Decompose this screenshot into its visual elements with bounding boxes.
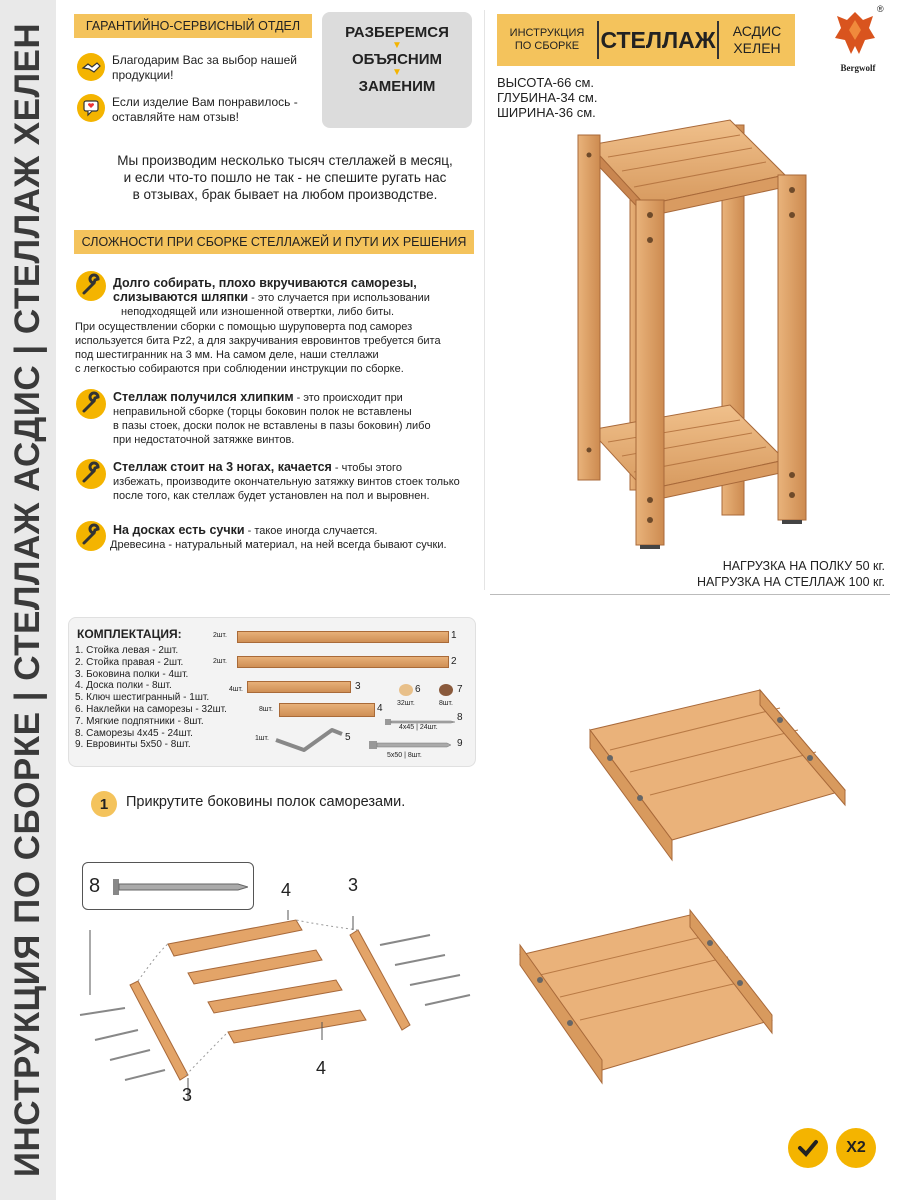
chevron-down-icon: ▼ [392,40,402,51]
screw-callout: 8 [82,862,254,910]
kit-box: КОМПЛЕКТАЦИЯ: 1. Стойка левая - 2шт. 2. Стойка правая - 2шт. 3. Боковина полки - 4шт. 4. Доска полки - 8шт. 5. Ключ шестигранный - 1шт. 6. Наклейки на саморезы - 32шт. 7. Мягкие подпятники - 8шт. 8. Саморезы 4х45 - 24шт. 9. Евровинты 5х50 - 8шт. 2шт. 1 2шт. 2 4шт. 3 8шт. 4 1шт. 5 6 32шт. 7 8шт. 8 4х45 | 24шт. 9 5х50 | 8шт. [68,617,476,767]
review-text: Если изделие Вам понравилось - оставляйте нам отзыв! [112,95,298,124]
screw-cap-sticker [399,684,413,696]
wrench-icon [75,458,107,495]
thanks-text: Благодарим Вас за выбор нашей продукции! [112,53,297,82]
brand-logo: Bergwolf ® [833,10,883,70]
divider [490,594,890,595]
wrench-icon [75,270,107,307]
wolf-icon [833,10,877,58]
load-rack: НАГРУЗКА НА СТЕЛЛАЖ 100 кг. [697,575,885,589]
problems-banner: СЛОЖНОСТИ ПРИ СБОРКЕ СТЕЛЛАЖЕЙ И ПУТИ ИХ РЕШЕНИЯ [74,230,474,254]
problem-4-detail: Древесина - натуральный материал, на ней всегда бывают сучки. [110,539,447,551]
hex-key-icon [274,726,349,761]
promise-box [322,12,472,128]
rack-illustration [570,115,820,555]
label-side: 3 [182,1085,193,1105]
promise-line-2: ОБЪЯСНИМ [351,51,443,68]
problem-1: Долго собирать, плохо вкручиваются саморезы, слизываются шляпки - это случается при использовании неподходящей или изношенной отвертки, либо биты. [113,276,430,318]
promise-line-3: ЗАМЕНИМ [358,78,436,95]
dimension-width: ШИРИНА-36 см. [497,105,596,120]
product-title: СТЕЛЛАЖ [600,26,716,53]
shelf-board-part [279,703,375,717]
header-banner [497,14,795,66]
sidebar [0,0,56,1200]
checkmark-icon [788,1128,828,1168]
assembled-shelf-bottom [510,905,780,1095]
assembled-shelf-top [580,680,850,870]
promise-line-1: РАЗБЕРЕМСЯ [345,24,449,41]
wrench-icon [75,520,107,557]
step-number: 1 [91,791,117,817]
divider [484,10,485,590]
left-post-part [237,631,449,643]
label-board: 4 [316,1058,327,1078]
problem-4: На досках есть сучки - такое иногда случается. [113,523,378,537]
shelf-side-part [247,681,351,693]
soft-pad [439,684,453,696]
right-post-part [237,656,449,668]
label-board: 4 [281,880,292,900]
review-icon [76,93,106,123]
dimension-height: ВЫСОТА-66 см. [497,75,595,90]
step-text: Прикрутите боковины полок саморезами. [126,794,406,810]
load-info [600,558,885,590]
service-banner: ГАРАНТИЙНО-СЕРВИСНЫЙ ОТДЕЛ [74,14,312,38]
load-shelf: НАГРУЗКА НА ПОЛКУ 50 кг. [722,559,885,573]
problem-1-details: При осуществлении сборки с помощью шуруповерта под саморез используется бита Pz2, а для закручивания евровинтов требуется бита под шестигранник на 3 мм. На самом деле, наши стеллажи с легкостью собираются при соблюдении инструкции по сборке. [75,321,441,375]
handshake-icon [76,52,106,82]
sidebar-title: ИНСТРУКЦИЯ ПО СБОРКЕ | СТЕЛЛАЖ АСДИС | СТЕЛЛАЖ ХЕЛЕН [8,22,47,1178]
problem-3: Стеллаж стоит на 3 ногах, качается - чтобы этого избежать, производите окончательную затяжку винтов стоек только после того, как стеллаж будет установлен на пол и выровнен. [113,460,460,502]
chevron-down-icon: ▼ [392,67,402,78]
quantity-badge: X2 [836,1128,876,1168]
assembly-diagram [70,860,490,1110]
intro-text: Мы производим несколько тысяч стеллажей в месяц, и если что-то пошло не так - не спешите ругать нас в отзывах, брак бывает на любом производстве. [117,153,453,202]
instruction-label: ИНСТРУКЦИЯ ПО СБОРКЕ [509,27,585,52]
model-names: АСДИС ХЕЛЕН [732,23,782,56]
problem-2: Стеллаж получился хлипким - это происходит при неправильной сборке (торцы боковин полок не вставлены в пазы стоек, доски полок не вставлены в пазы боковин) либо при недостаточной затяжке винтов. [113,390,431,446]
kit-title: КОМПЛЕКТАЦИЯ: [77,627,182,641]
kit-list: 1. Стойка левая - 2шт. 2. Стойка правая - 2шт. 3. Боковина полки - 4шт. 4. Доска полки - 8шт. 5. Ключ шестигранный - 1шт. 6. Наклейки на саморезы - 32шт. 7. Мягкие подпятники - 8шт. 8. Саморезы 4х45 - 24шт. 9. Евровинты 5х50 - 8шт. [75,645,227,751]
wrench-icon [75,388,107,425]
dimensions [497,75,597,120]
label-side: 3 [348,875,359,895]
dimension-depth: ГЛУБИНА-34 см. [497,90,598,105]
